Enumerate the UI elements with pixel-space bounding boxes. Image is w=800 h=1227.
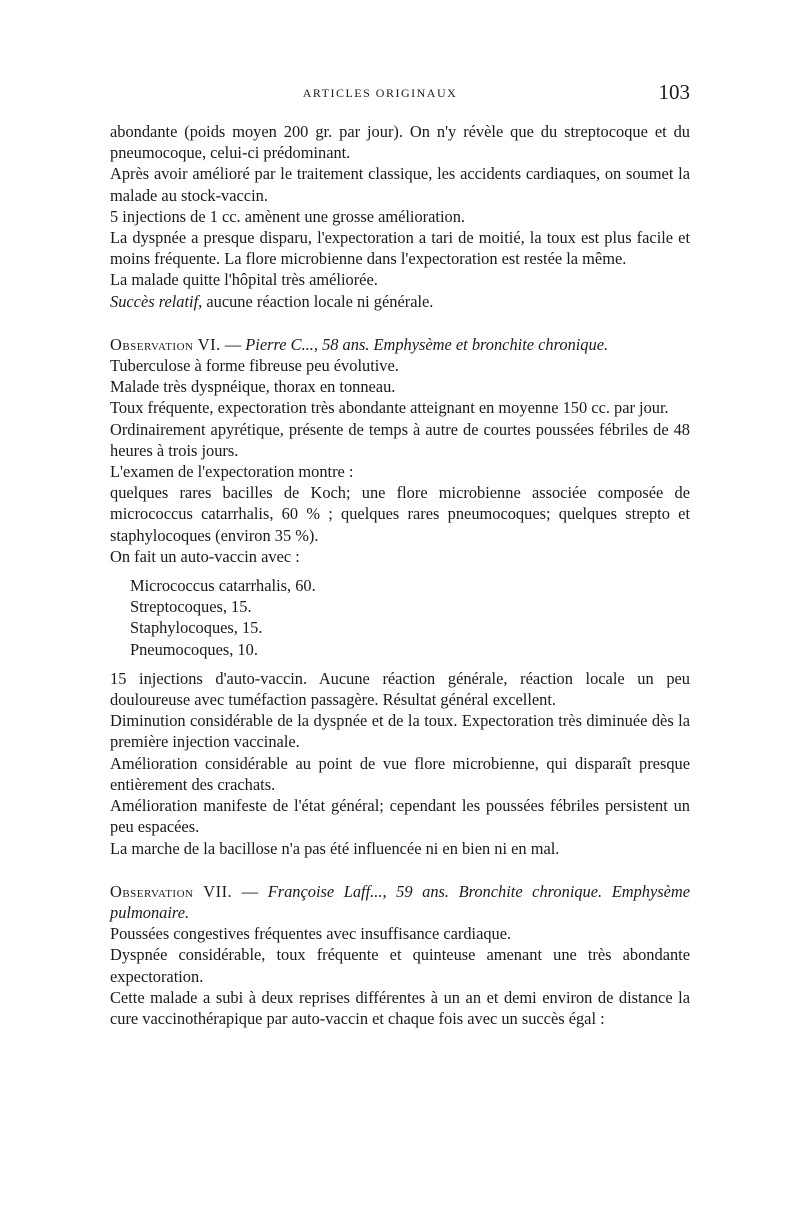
paragraph: Amélioration considérable au point de vue flore microbienne, qui disparaît presque entièrement des crachats. [110, 753, 690, 794]
page-number: 103 [658, 80, 690, 104]
spacer [110, 859, 690, 881]
paragraph-conclusion [110, 291, 690, 312]
dash: — [220, 334, 246, 354]
spacer [110, 660, 690, 668]
paragraph: On fait un auto-vaccin avec : [110, 546, 300, 566]
running-header [110, 80, 690, 110]
list-item: Pneumocoques, 10. [130, 639, 258, 659]
vaccine-composition-list [110, 575, 690, 660]
observation-title: Pierre C..., 58 ans. Emphysème et bronchite chronique. [245, 334, 609, 354]
paragraph: Dyspnée considérable, toux fréquente et quinteuse amenant une très abondante expectoration. [110, 945, 690, 986]
paragraph: La dyspnée a presque disparu, l'expectoration a tari de moitié, la toux est plus facile et moins fréquente. La flore microbienne dans l'expectoration est restée la même. [110, 228, 690, 269]
text: aucune réaction locale ni générale. [202, 291, 434, 311]
paragraph: La marche de la bacillose n'a pas été influencée ni en bien ni en mal. [110, 838, 560, 858]
paragraph: Toux fréquente, expectoration très abondante atteignant en moyenne 150 cc. par jour. [110, 398, 669, 418]
paragraph: La malade quitte l'hôpital très améliorée. [110, 270, 378, 290]
spacer [110, 567, 690, 575]
paragraph: Après avoir amélioré par le traitement classique, les accidents cardiaques, on soumet la malade au stock-vaccin. [110, 164, 690, 205]
spacer [110, 312, 690, 334]
paragraph: 15 injections d'auto-vaccin. Aucune réaction générale, réaction locale un peu douloureuse avec tuméfaction passagère. Résultat général excellent. [110, 668, 690, 710]
observation-heading [110, 881, 690, 923]
paragraph: Amélioration manifeste de l'état général; cependant les poussées fébriles persistent un peu espacées. [110, 796, 690, 837]
paragraph: Poussées congestives fréquentes avec insuffisance cardiaque. [110, 924, 512, 944]
italic-text: Succès relatif, [110, 291, 203, 311]
list-item: Streptocoques, 15. [130, 597, 252, 617]
observation-title: Françoise Laff..., 59 ans. Bronchite chronique. Emphysème pulmonaire. [110, 881, 690, 922]
running-title: ARTICLES ORIGINAUX [302, 86, 458, 100]
paragraph: 5 injections de 1 cc. amènent une grosse amélioration. [110, 206, 466, 226]
list-item: Micrococcus catarrhalis, 60. [130, 576, 316, 596]
paragraph: Malade très dyspnéique, thorax en tonneau. [110, 377, 396, 397]
observation-heading [110, 334, 690, 355]
list-item: Staphylocoques, 15. [130, 618, 263, 638]
paragraph: Tuberculose à forme fibreuse peu évolutive. [110, 356, 399, 376]
observation-label: Observation VI. [110, 334, 221, 354]
article-body [110, 121, 690, 1029]
paragraph: abondante (poids moyen 200 gr. par jour). On n'y révèle que du streptocoque et du pneumocoque, celui-ci prédominant. [110, 122, 690, 163]
observation-label: Observation VII. [110, 881, 233, 901]
paragraph: L'examen de l'expectoration montre : [110, 462, 354, 482]
dash: — [232, 881, 268, 901]
paragraph: Cette malade a subi à deux reprises différentes à un an et demi environ de distance la cure vaccinothérapique par auto-vaccin et chaque fois avec un succès égal : [110, 987, 690, 1028]
paragraph: quelques rares bacilles de Koch; une flore microbienne associée composée de micrococcus catarrhalis, 60 % ; quelques rares pneumocoques; quelques strepto et staphylocoques (environ 35 %). [110, 483, 690, 545]
paragraph: Ordinairement apyrétique, présente de temps à autre de courtes poussées fébriles de 48 heures à trois jours. [110, 419, 690, 460]
paragraph: Diminution considérable de la dyspnée et de la toux. Expectoration très diminuée dès la première injection vaccinale. [110, 711, 690, 752]
